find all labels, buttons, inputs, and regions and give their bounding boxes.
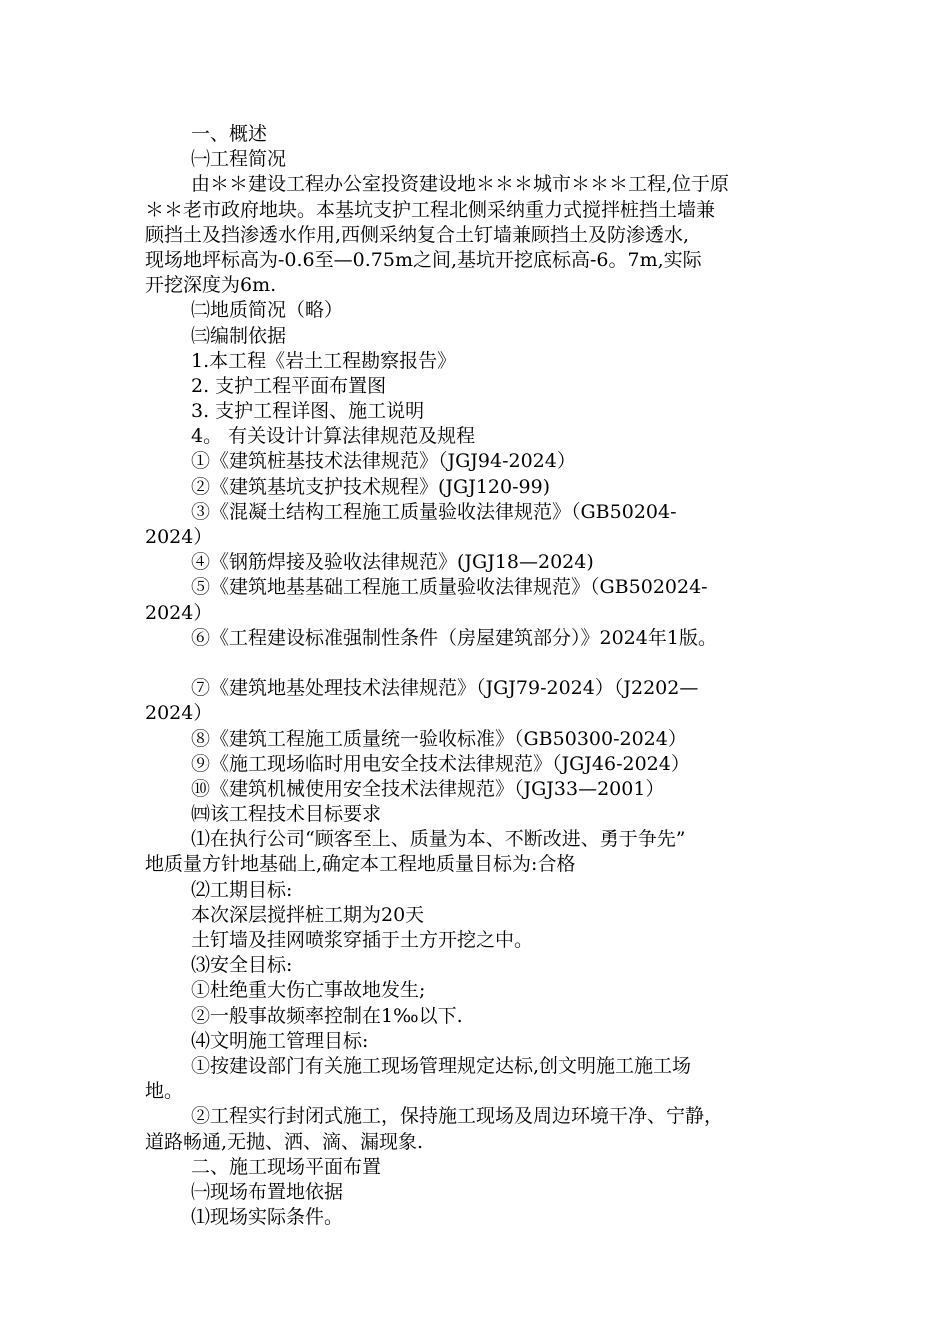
text-line: 1.本工程《岩土工程勘察报告》 (191, 349, 457, 372)
text-line: 4。 有关设计计算法律规范及规程 (191, 425, 476, 448)
text-line: ⑶安全目标: (191, 954, 293, 977)
text-line: 一、概述 (191, 123, 268, 145)
blank-line (145, 651, 817, 676)
text-line: ⑨《施工现场临时用电安全技术法律规范》（JGJ46-2024） (191, 752, 690, 775)
text-line: ③《混凝土结构工程施工质量验收法律规范》（GB50204- (191, 500, 677, 523)
text-line: ㈡地质简况（略） (191, 299, 344, 322)
text-line: 土钉墙及挂网喷浆穿插于土方开挖之中。 (191, 929, 534, 951)
text-line: ④《钢筋焊接及验收法律规范》(JGJ18—2024) (191, 551, 594, 574)
text-line: 2024） (145, 702, 213, 725)
text-line: 地。 (145, 1080, 184, 1103)
text-line: ㈢编制依据 (191, 324, 287, 347)
text-line: 现场地坪标高为-0.6至—0.75m之间,基坑开挖底标高-6。7m,实际 (145, 248, 702, 271)
text-line: ㈣该工程技术目标要求 (191, 803, 382, 826)
text-line: ⑴现场实际条件。 (191, 1206, 344, 1229)
text-line: 2024） (145, 526, 213, 548)
document-page (145, 122, 817, 1230)
text-line: ＊＊老市政府地块。本基坑支护工程北侧采纳重力式搅拌桩挡土墙兼 (145, 198, 716, 221)
text-line: ②工程实行封闭式施工，保持施工现场及周边环境干净、宁静， (191, 1105, 724, 1128)
text-line: ⑧《建筑工程施工质量统一验收标准》（GB50300-2024） (191, 727, 687, 750)
text-line: 二、施工现场平面布置 (191, 1155, 382, 1178)
text-line: ⑤《建筑地基基础工程施工质量验收法律规范》（GB502024- (191, 576, 708, 599)
text-line: ②一般事故频率控制在1‰以下. (191, 1004, 463, 1027)
text-line: 本次深层搅拌桩工期为20天 (191, 903, 425, 926)
text-line: ㈠现场布置地依据 (191, 1180, 344, 1203)
text-line: 地质量方针地基础上,确定本工程地质量目标为:合格 (145, 853, 576, 876)
text-line: ①按建设部门有关施工现场管理规定达标,创文明施工施工场 (191, 1054, 692, 1077)
text-line: ⑴在执行公司“顾客至上、质量为本、不断改进、勇于争先” (191, 828, 686, 851)
text-line: 由＊＊建设工程办公室投资建设地＊＊＊城市＊＊＊工程,位于原 (191, 173, 730, 196)
text-line: 2. 支护工程平面布置图 (191, 374, 387, 397)
text-line: ①杜绝重大伤亡事故地发生; (191, 979, 426, 1002)
text-line: 开挖深度为6m. (145, 274, 277, 297)
text-line: 道路畅通,无抛、洒、滴、漏现象. (145, 1130, 424, 1153)
text-line: ②《建筑基坑支护技术规程》(JGJ120-99) (191, 475, 551, 498)
text-line: ㈠工程简况 (191, 148, 287, 171)
text-line: ⑵工期目标: (191, 878, 293, 901)
text-line: ⑥《工程建设标准强制性条件（房屋建筑部分）》2024年1版。 (191, 626, 717, 649)
text-line: ⑩《建筑机械使用安全技术法律规范》（JGJ33—2001） (191, 777, 665, 800)
text-line: 3. 支护工程详图、施工说明 (191, 400, 425, 423)
text-line: 顾挡土及挡渗透水作用,西侧采纳复合土钉墙兼顾挡土及防渗透水, (145, 223, 690, 246)
text-line: ⑷文明施工管理目标: (191, 1029, 369, 1052)
text-line: ①《建筑桩基技术法律规范》（JGJ94-2024） (191, 450, 576, 473)
text-line: 2024） (145, 601, 213, 624)
text-line: ⑦《建筑地基处理技术法律规范》（JGJ79-2024）（J2202— (191, 677, 699, 700)
